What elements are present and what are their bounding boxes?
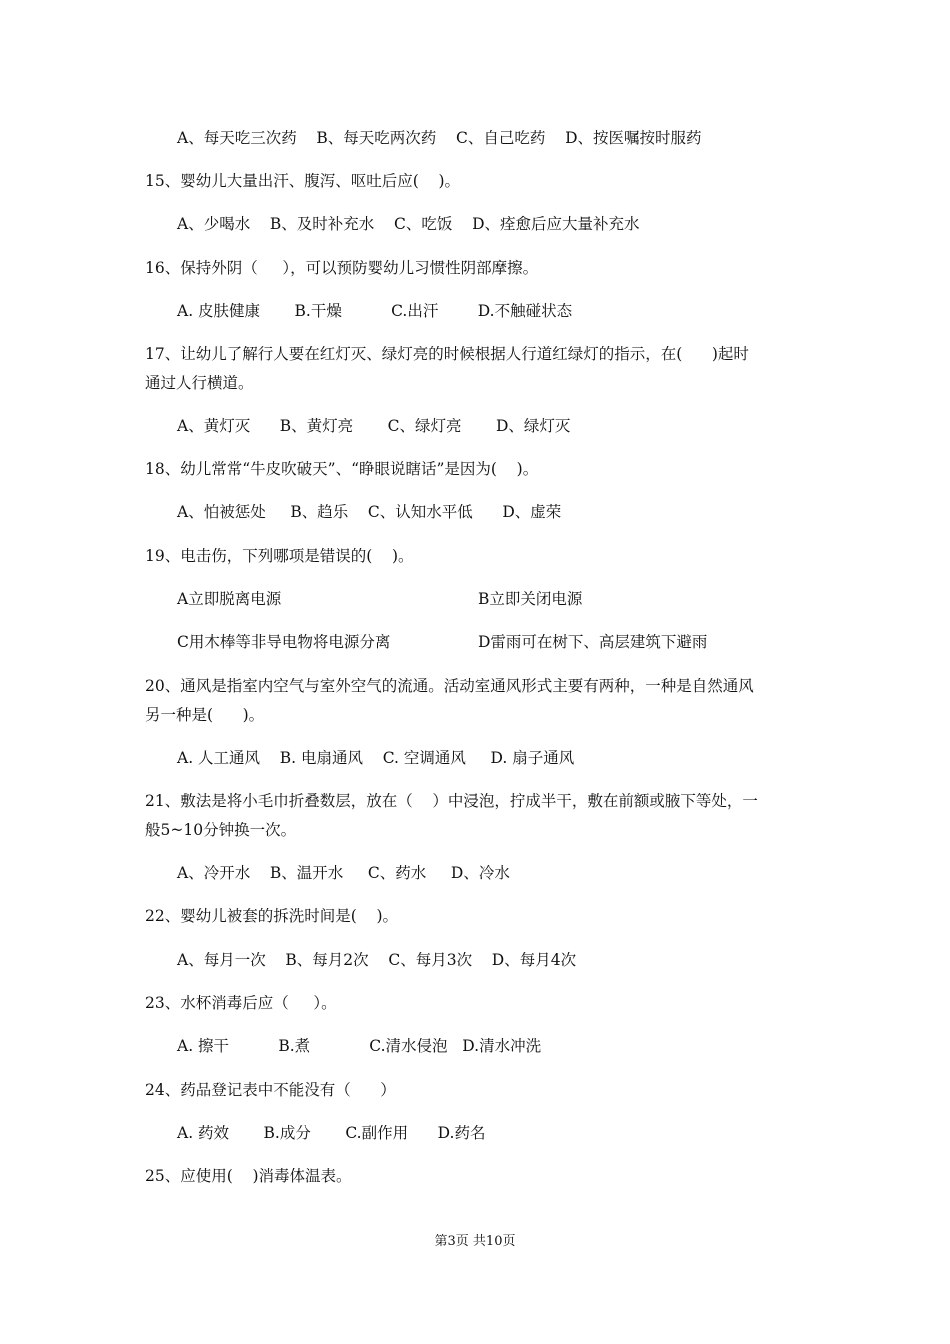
q14-options: A、每天吃三次药 B、每天吃两次药 C、自己吃药 D、按医嘱按时服药 (177, 129, 702, 147)
q17-question: 17、让幼儿了解行人要在红灯灭、绿灯亮的时候根据人行道红绿灯的指示，在( )起时 (145, 345, 749, 363)
q20-question: 20、通风是指室内空气与室外空气的流通。活动室通风形式主要有两种，一种是自然通风 (145, 677, 754, 695)
q23-question: 23、水杯消毒后应（ ）。 (145, 994, 337, 1012)
q19-option-c: C用木棒等非导电物将电源分离 (177, 633, 391, 651)
q24-options: A. 药效 B.成分 C.副作用 D.药名 (177, 1124, 486, 1142)
q22-question: 22、婴幼儿被套的拆洗时间是( )。 (145, 907, 399, 925)
q23-options: A. 擦干 B.煮 C.清水侵泡 D.清水冲洗 (177, 1037, 542, 1055)
q18-question: 18、幼儿常常“牛皮吹破天”、“睁眼说瞎话”是因为( )。 (145, 460, 539, 478)
q16-question: 16、保持外阴（ ），可以预防婴幼儿习惯性阴部摩擦。 (145, 259, 539, 277)
q15-question: 15、婴幼儿大量出汗、腹泻、呕吐后应( )。 (145, 172, 461, 190)
q15-options: A、少喝水 B、及时补充水 C、吃饭 D、痊愈后应大量补充水 (177, 215, 640, 233)
q25-question: 25、应使用( )消毒体温表。 (145, 1167, 352, 1185)
q17-options: A、黄灯灭 B、黄灯亮 C、绿灯亮 D、绿灯灭 (177, 417, 571, 435)
q19-option-b: B立即关闭电源 (478, 590, 583, 608)
q19-option-d: D雷雨可在树下、高层建筑下避雨 (478, 633, 708, 651)
q17-question-cont: 通过人行横道。 (145, 374, 254, 392)
q21-options: A、冷开水 B、温开水 C、药水 D、冷水 (177, 864, 510, 882)
q19-option-a: A立即脱离电源 (177, 590, 282, 608)
q20-question-cont: 另一种是( )。 (145, 706, 265, 724)
q18-options: A、怕被惩处 B、趋乐 C、认知水平低 D、虚荣 (177, 503, 562, 521)
q21-question-cont: 般5~10分钟换一次。 (145, 821, 297, 839)
page-footer: 第3页 共10页 (434, 1234, 516, 1249)
q20-options: A. 人工通风 B. 电扇通风 C. 空调通风 D. 扇子通风 (177, 749, 575, 767)
q16-options: A. 皮肤健康 B.干燥 C.出汗 D.不触碰状态 (177, 302, 573, 320)
q24-question: 24、药品登记表中不能没有（ ） (145, 1081, 396, 1099)
q22-options: A、每月一次 B、每月2次 C、每月3次 D、每月4次 (177, 951, 577, 969)
q19-question: 19、电击伤，下列哪项是错误的( )。 (145, 547, 414, 565)
q21-question: 21、敷法是将小毛巾折叠数层，放在（ ）中浸泡，拧成半干，敷在前额或腋下等处，一 (145, 792, 758, 810)
